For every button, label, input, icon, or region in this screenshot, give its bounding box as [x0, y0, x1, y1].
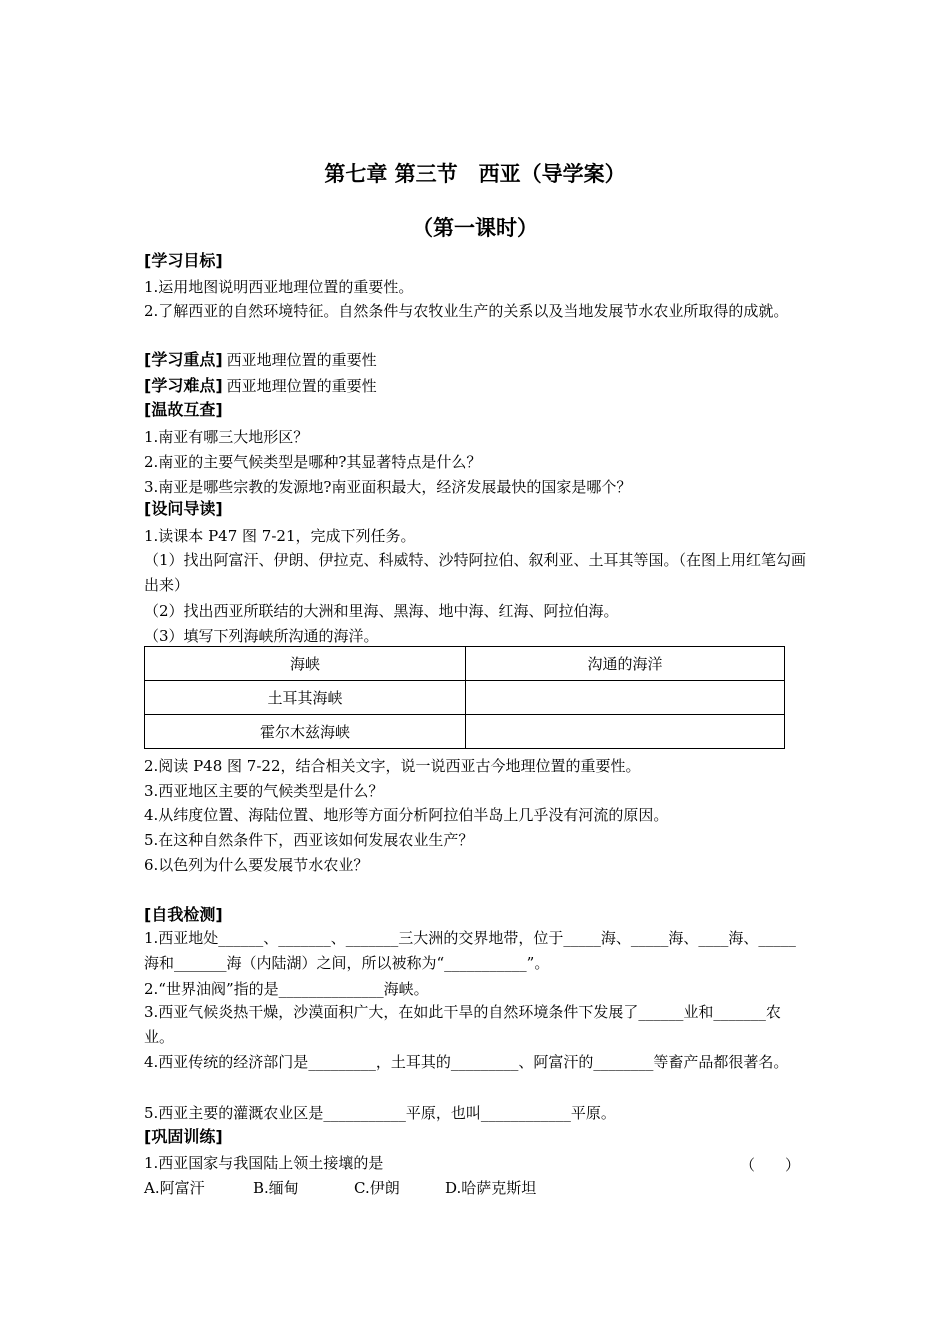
- guide-item: 3.西亚地区主要的气候类型是什么？: [144, 782, 384, 800]
- review-item: 3.南亚是哪些宗教的发源地?南亚面积最大，经济发展最快的国家是哪个？: [144, 478, 632, 496]
- answer-parentheses[interactable]: （ ）: [740, 1156, 801, 1174]
- key-point: [144, 351, 808, 369]
- page-title: 第七章 第三节 西亚（导学案）: [324, 162, 626, 186]
- table-row: [145, 681, 785, 715]
- practice-options: [144, 1179, 808, 1197]
- goals-heading: [学习目标]: [144, 251, 223, 270]
- table-header: 沟通的海洋: [466, 647, 785, 681]
- goal-item: 2.了解西亚的自然环境特征。自然条件与农牧业生产的关系以及当地发展节水农业所取得的成就。: [144, 302, 789, 320]
- strait-name: 霍尔木兹海峡: [145, 715, 466, 749]
- guide-item: 1.读课本 P47 图 7-21，完成下列任务。: [144, 527, 416, 545]
- guide-heading: [设问导读]: [144, 499, 223, 518]
- option-d[interactable]: D.哈萨克斯坦: [445, 1179, 537, 1197]
- selftest-item: 1.西亚地处______、_______、_______三大洲的交界地带，位于_____海、_____海、____海、_____海和_______海（内陆湖）之间，所以被称为“___________”。: [144, 929, 796, 972]
- table-row: [145, 715, 785, 749]
- table-header: 海峡: [145, 647, 466, 681]
- difficulty: [144, 377, 808, 395]
- selftest-heading: [自我检测]: [144, 905, 223, 924]
- goal-item: 1.运用地图说明西亚地理位置的重要性。: [144, 278, 414, 296]
- guide-item: 5.在这种自然条件下，西亚该如何发展农业生产？: [144, 831, 474, 849]
- key-point-text: 西亚地理位置的重要性: [226, 351, 377, 369]
- ocean-answer-cell[interactable]: [466, 681, 785, 715]
- practice-heading: [巩固训练]: [144, 1127, 223, 1146]
- option-c[interactable]: C.伊朗: [354, 1179, 400, 1197]
- ocean-answer-cell[interactable]: [466, 715, 785, 749]
- option-a[interactable]: A.阿富汗: [144, 1179, 205, 1197]
- guide-item: （3）填写下列海峡所沟通的海洋。: [144, 627, 379, 645]
- difficulty-heading: [学习难点]: [144, 376, 223, 395]
- guide-item: （2）找出西亚所联结的大洲和里海、黑海、地中海、红海、阿拉伯海。: [144, 602, 619, 620]
- guide-item: 4.从纬度位置、海陆位置、地形等方面分析阿拉伯半岛上几乎没有河流的原因。: [144, 806, 669, 824]
- guide-item: 2.阅读 P48 图 7-22，结合相关文字，说一说西亚古今地理位置的重要性。: [144, 757, 641, 775]
- page-subtitle: （第一课时）: [412, 216, 538, 240]
- selftest-item: 2.“世界油阀”指的是______________海峡。: [144, 980, 429, 998]
- review-item: 2.南亚的主要气候类型是哪种?其显著特点是什么？: [144, 453, 482, 471]
- guide-item: （1）找出阿富汗、伊朗、伊拉克、科威特、沙特阿拉伯、叙利亚、土耳其等国。（在图上用红笔勾画出来）: [144, 551, 807, 594]
- selftest-item: 4.西亚传统的经济部门是_________，土耳其的_________、阿富汗的________等畜产品都很著名。: [144, 1053, 789, 1071]
- strait-table: [144, 646, 785, 749]
- review-heading: [温故互查]: [144, 400, 223, 419]
- selftest-item: 3.西亚气候炎热干燥，沙漠面积广大，在如此干旱的自然环境条件下发展了______业和_______农业。: [144, 1003, 781, 1046]
- key-point-heading: [学习重点]: [144, 350, 223, 369]
- option-b[interactable]: B.缅甸: [253, 1179, 299, 1197]
- practice-question: 1.西亚国家与我国陆上领土接壤的是: [144, 1154, 384, 1172]
- review-item: 1.南亚有哪三大地形区？: [144, 428, 309, 446]
- difficulty-text: 西亚地理位置的重要性: [226, 377, 377, 395]
- selftest-item: 5.西亚主要的灌溉农业区是___________平原，也叫____________平原。: [144, 1104, 616, 1122]
- strait-name: 土耳其海峡: [145, 681, 466, 715]
- table-header-row: [145, 647, 785, 681]
- guide-item: 6.以色列为什么要发展节水农业？: [144, 856, 369, 874]
